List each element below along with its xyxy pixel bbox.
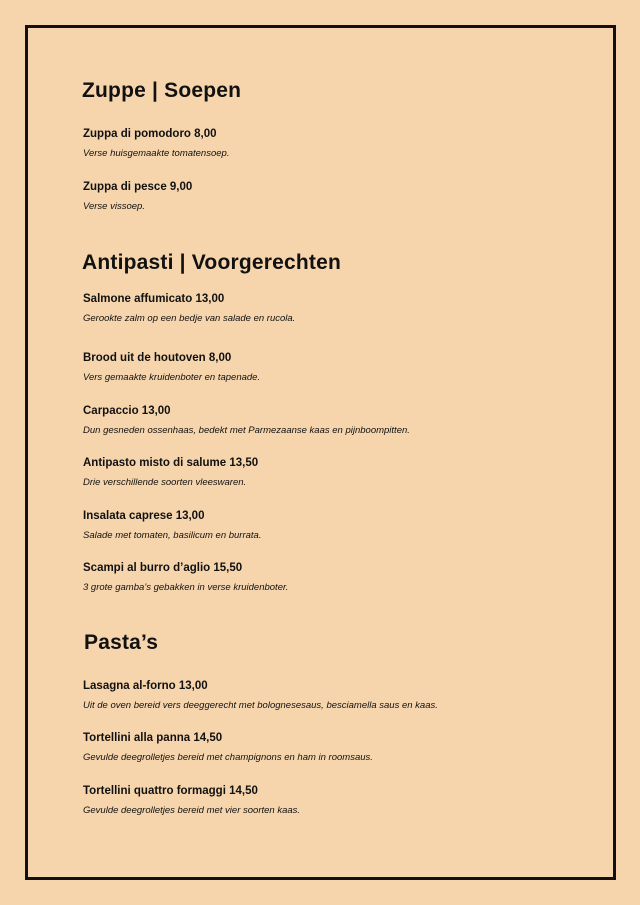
menu-item-name: Zuppa di pomodoro 8,00 — [83, 128, 217, 140]
menu-item-name: Scampi al burro d’aglio 15,50 — [83, 562, 243, 574]
menu-item — [83, 404, 603, 437]
menu-item-name: Tortellini quattro formaggi 14,50 — [83, 785, 258, 797]
menu-item-description: Gevulde deegrolletjes bereid met vier soorten kaas. — [83, 805, 301, 816]
menu-item — [83, 127, 603, 160]
menu-item-description: Drie verschillende soorten vleeswaren. — [83, 477, 247, 488]
menu-item-description: Gevulde deegrolletjes bereid met champignons en ham in roomsaus. — [83, 752, 373, 763]
menu-item — [83, 679, 603, 712]
menu-item-description: Verse huisgemaakte tomatensoep. — [83, 148, 230, 159]
menu-item — [83, 784, 603, 817]
menu-item-description: Gerookte zalm op een bedje van salade en rucola. — [83, 313, 296, 324]
menu-item-description: Salade met tomaten, basilicum en burrata. — [83, 530, 262, 541]
menu-item-name: Zuppa di pesce 9,00 — [83, 181, 193, 193]
menu-item-description: Dun gesneden ossenhaas, bedekt met Parmezaanse kaas en pijnboompitten. — [83, 425, 410, 436]
menu-item — [83, 509, 603, 542]
menu-item-name: Brood uit de houtoven 8,00 — [83, 352, 232, 364]
menu-item-name: Tortellini alla panna 14,50 — [83, 732, 223, 744]
menu-item-name: Insalata caprese 13,00 — [83, 510, 205, 522]
menu-item-description: Uit de oven bereid vers deeggerecht met bolognesesaus, besciamella saus en kaas. — [83, 700, 438, 711]
menu-item — [83, 731, 603, 764]
menu-item-name: Lasagna al-forno 13,00 — [83, 680, 208, 692]
menu-item-name: Salmone affumicato 13,00 — [83, 293, 225, 305]
menu-item-name: Carpaccio 13,00 — [83, 405, 171, 417]
menu-item — [83, 292, 603, 325]
menu-item — [83, 561, 603, 594]
menu-item-description: Vers gemaakte kruidenboter en tapenade. — [83, 372, 261, 383]
section-title-antipasti: Antipasti | Voorgerechten — [82, 251, 342, 274]
menu-item — [83, 456, 603, 489]
menu-item-description: 3 grote gamba’s gebakken in verse kruidenboter. — [83, 582, 289, 593]
menu-item — [83, 351, 603, 384]
section-title-zuppe: Zuppe | Soepen — [82, 79, 242, 102]
menu-item-description: Verse vissoep. — [83, 201, 145, 212]
menu-item — [83, 180, 603, 213]
section-title-pasta: Pasta’s — [84, 631, 159, 654]
menu-item-name: Antipasto misto di salume 13,50 — [83, 457, 259, 469]
